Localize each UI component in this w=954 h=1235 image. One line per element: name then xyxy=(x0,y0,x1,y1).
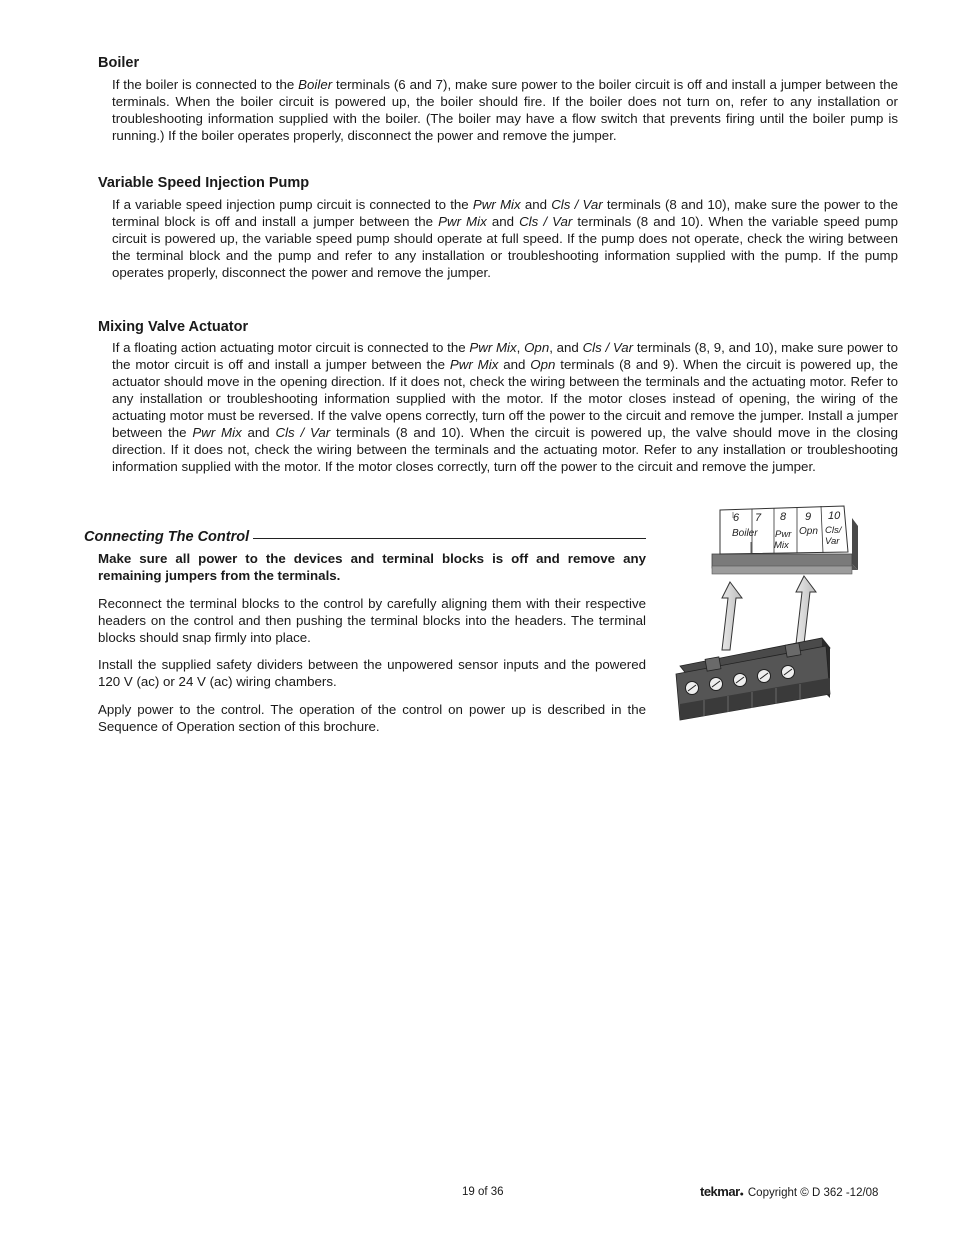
boiler-paragraph: If the boiler is connected to the Boiler terminals (6 and 7), make sure power to the boiler circuit is off and install a jumper between the terminals. When the boiler circuit is powered up, the boiler should fire. If the boiler does not turn on, refer to any installation or troubleshooting information supplied with the boiler. (The boiler may have a flow switch that prevents firing until the boiler pump is running.) If the boiler operates properly, disconnect the power and remove the jumper. xyxy=(112,77,898,143)
injection-pump-heading: Variable Speed Injection Pump xyxy=(98,175,310,191)
left-arrow xyxy=(722,582,742,650)
mixing-valve-paragraph: If a floating action actuating motor circuit is connected to the Pwr Mix, Opn, and Cls / Var terminals (8, 9, and 10), make sure power to the motor circuit is off and install a jumper between the Pwr Mix and Opn terminals (8 and 9). When the circuit is powered up, the actuator should move in the opening direction. If it does not, check the wiring between the terminals and the actuating motor. Refer to any installation or troubleshooting information supplied with the motor. If the motor closes instead of opening, the wiring of the actuating motor must be reversed. If the valve opens correctly, turn off the power to the circuit and remove the jumper. Install a jumper between the Pwr Mix and Cls / Var terminals (8 and 10). When the circuit is powered up, the valve should move in the closing direction. If it does not, check the wiring between the terminals and the actuating motor. Refer to any installation or troubleshooting information supplied with the motor. If the motor closes correctly, turn off the power to the circuit and remove the jumper. xyxy=(112,340,899,474)
terminal-number-10: 10 xyxy=(828,510,841,522)
connecting-paragraph-1: Reconnect the terminal blocks to the control by carefully aligning them with their respective headers on the control and then pushing the terminal blocks into the headers. The terminal blocks should snap firmly into place. xyxy=(98,596,646,645)
mixing-valve-heading: Mixing Valve Actuator xyxy=(98,319,249,335)
terminal-label-var: Var xyxy=(825,536,840,547)
connecting-paragraph-3: Apply power to the control. The operation of the control on power up is described in the Sequence of Operation section of this brochure. xyxy=(98,702,646,734)
injection-pump-paragraph: If a variable speed injection pump circuit is connected to the Pwr Mix and Cls / Var terminals (8 and 10), make sure the power to the terminal block is off and install a jumper between the Pwr Mix and Cls / Var terminals (8 and 10). When the variable speed pump circuit is powered up, the variable speed pump should operate at full speed. If the pump does not operate, check the wiring between the terminal block and the pump and refer to any installation or troubleshooting information supplied with the pump. If the pump operates properly, disconnect the power and remove the jumper. xyxy=(112,197,898,280)
terminal-label-mix: Mix xyxy=(774,540,789,551)
connecting-heading-row xyxy=(84,529,646,545)
right-arrow xyxy=(796,576,816,644)
terminal-number-7: 7 xyxy=(755,512,762,524)
heading-rule xyxy=(253,538,646,539)
connecting-paragraph-2: Install the supplied safety dividers between the unpowered sensor inputs and the powered 120 V (ac) or 24 V (ac) wiring chambers. xyxy=(98,657,646,689)
terminal-block-plug xyxy=(676,638,830,720)
registered-mark-icon: ● xyxy=(739,1191,744,1198)
footer-brand xyxy=(700,1184,878,1199)
tekmar-logo: tekmar xyxy=(700,1184,740,1199)
connecting-heading: Connecting The Control xyxy=(84,529,250,545)
terminal-number-6: 6 xyxy=(733,512,740,524)
page-number: 19 of 36 xyxy=(462,1186,504,1198)
copyright-text: Copyright © D 362 -12/08 xyxy=(747,1187,879,1199)
terminal-label-boiler: Boiler xyxy=(732,528,758,539)
terminal-label-cls: Cls/ xyxy=(825,525,842,536)
connecting-warning: Make sure all power to the devices and terminal blocks is off and remove any remaining jumpers from the terminals. xyxy=(98,551,646,583)
terminal-block-diagram xyxy=(670,498,870,723)
boiler-heading: Boiler xyxy=(98,55,140,71)
terminal-label-pwr: Pwr xyxy=(775,529,792,540)
terminal-number-9: 9 xyxy=(805,511,812,523)
terminal-number-8: 8 xyxy=(780,511,787,523)
terminal-label-opn: Opn xyxy=(799,526,818,537)
